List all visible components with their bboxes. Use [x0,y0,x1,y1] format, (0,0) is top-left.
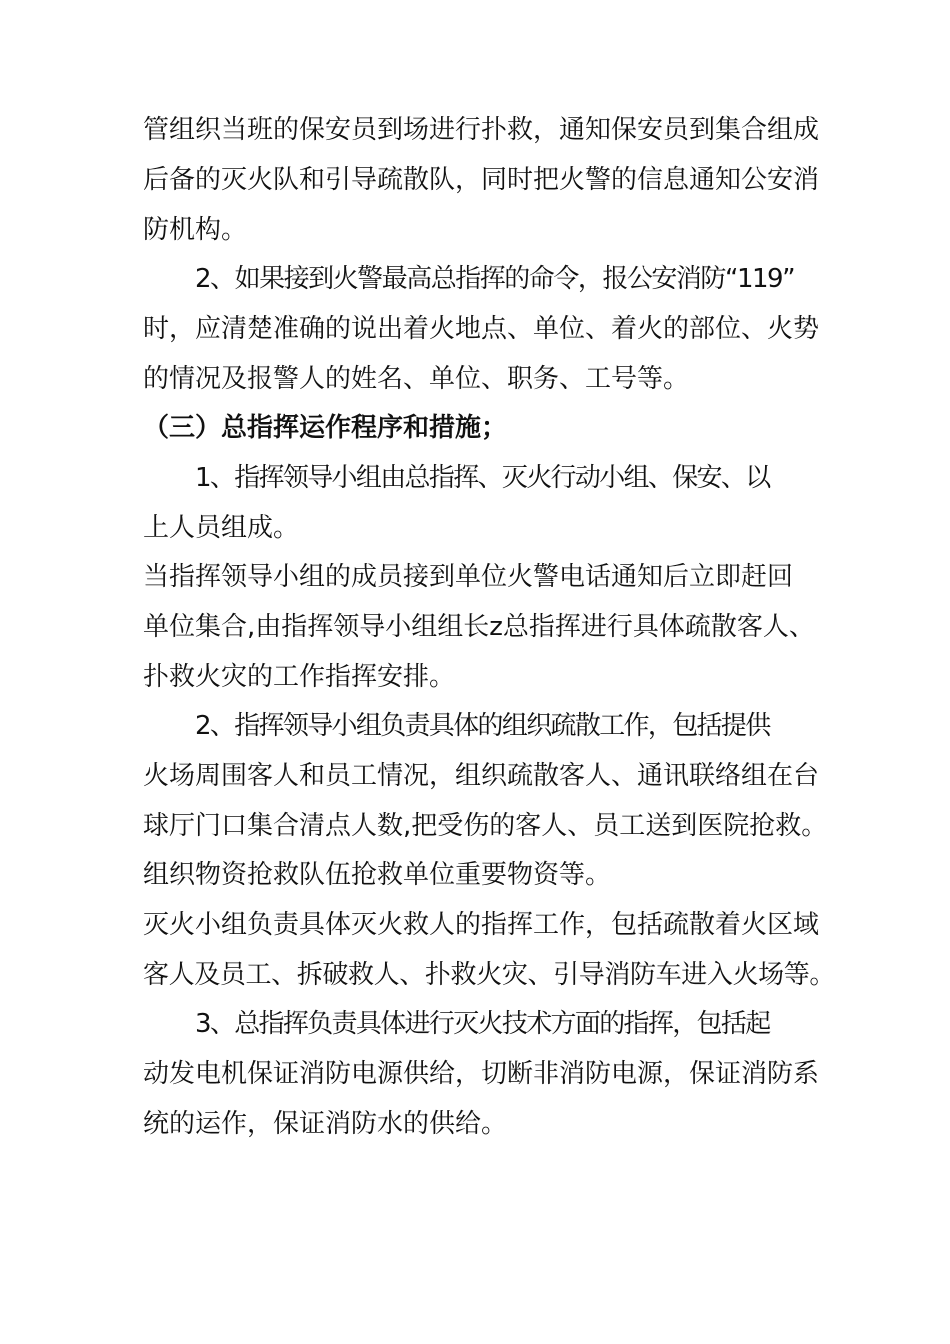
paragraph-line: 2、指挥领导小组负责具体的组织疏散工作，包括提供 [195,711,770,741]
paragraph-line: 当指挥领导小组的成员接到单位火警电话通知后立即赶回 [143,562,794,592]
paragraph-line: 后备的灭火队和引导疏散队，同时把火警的信息通知公安消 [143,165,820,195]
paragraph-line: 球厅门口集合清点人数,把受伤的客人、员工送到医院抢救。 [143,811,828,841]
paragraph-line: 管组织当班的保安员到场进行扑救，通知保安员到集合组成 [143,115,820,145]
paragraph-line: 动发电机保证消防电源供给，切断非消防电源，保证消防系 [143,1059,820,1089]
paragraph-line: 防机构。 [143,215,248,245]
paragraph-line: 扑救火灾的工作指挥安排。 [143,662,456,692]
paragraph-line: 灭火小组负责具体灭火救人的指挥工作，包括疏散着火区域 [143,910,820,940]
paragraph-line: 上人员组成。 [143,513,300,543]
paragraph-line: 1、指挥领导小组由总指挥、灭火行动小组、保安、以 [195,463,770,493]
section-heading: （三）总指挥运作程序和措施； [143,413,508,443]
paragraph-line: 火场周围客人和员工情况，组织疏散客人、通讯联络组在台 [143,761,820,791]
paragraph-line: 的情况及报警人的姓名、单位、职务、工号等。 [143,364,690,394]
paragraph-line: 统的运作，保证消防水的供给。 [143,1109,508,1139]
paragraph-line: 组织物资抢救队伍抢救单位重要物资等。 [143,860,612,890]
paragraph-line: 客人及员工、拆破救人、扑救火灾、引导消防车进入火场等。 [143,960,836,990]
paragraph-line: 时，应清楚准确的说出着火地点、单位、着火的部位、火势 [143,314,820,344]
paragraph-line: 2、如果接到火警最高总指挥的命令，报公安消防“119” [195,264,795,294]
paragraph-line: 3、总指挥负责具体进行灭火技术方面的指挥，包括起 [195,1009,770,1039]
paragraph-line: 单位集合,由指挥领导小组组长z总指挥进行具体疏散客人、 [143,612,815,642]
